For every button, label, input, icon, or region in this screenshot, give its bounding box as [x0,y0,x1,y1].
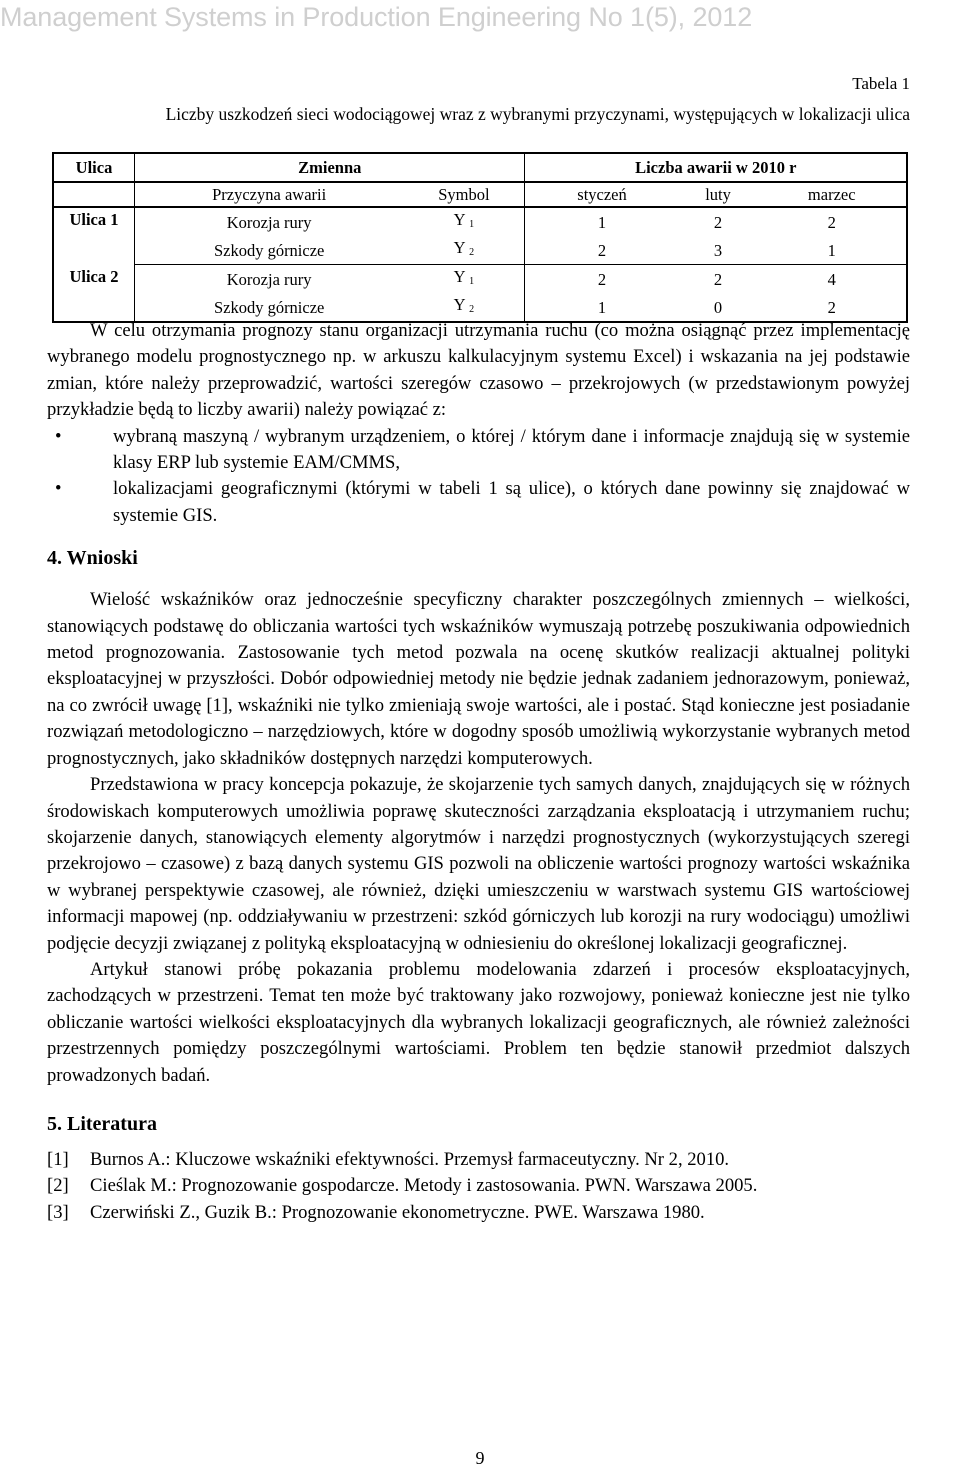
bullet-text: lokalizacjami geograficznymi (którymi w tabeli 1 są ulice), o których dane powinny się znajdować w systemie GIS. [113,478,910,526]
bullet-text: wybraną maszyną / wybranym urządzeniem, o której / którym dane i informacje znajdują się w systemie klasy ERP lub systemie EAM/CMMS, [113,425,910,474]
january-cell: 1 [525,293,679,322]
table-row [53,265,907,294]
header-symbol: Symbol [403,182,525,207]
street-cell: Ulica 1 [69,210,119,229]
article-body [47,318,910,1226]
bullet-item [47,424,910,477]
header-failures: Liczba awarii w 2010 r [525,153,907,182]
january-cell: 1 [525,207,679,236]
bullet-icon: • [55,478,62,500]
symbol-subscript: 2 [469,247,475,258]
table-row [53,236,907,265]
cause-cell: Korozja rury [135,265,404,294]
reference-list [47,1147,910,1226]
bullet-item [47,476,910,529]
conclusions-paragraph: Wielość wskaźników oraz jednocześnie specyficzny charakter poszczególnych zmiennych – wielkości, stanowiących podstawę do obliczania wartości tych wskaźników wymuszają potrzebę poszukiwania odpowiednich metod prognozowania. Zastosowanie tych metod pozwala na ocenę skutków realizacji aktualnej polityki eksploatacyjnej w przyszłości. Dobór odpowiedniej metody nie będzie jednak zadaniem jednorazowym, ponieważ, na co zwrócił uwagę [1], wskaźniki nie tylko zmieniają swoje wartości, ale i postać. Stąd konieczne jest posiadanie rozwiązań metodologiczno – narzędziowych, które w dogodny sposób umożliwią wykorzystanie wybranych metod prognostycznych, jako składników dostępnych narzędzi komputerowych. [47,589,910,769]
february-cell: 0 [713,297,723,317]
symbol-cell [403,236,525,265]
reference-number: [1] [47,1148,69,1170]
header-cause: Przyczyna awarii [135,182,404,207]
reference-number: [2] [47,1175,69,1197]
header-january: styczeń [525,182,679,207]
march-cell: 2 [827,297,836,317]
march-cell: 1 [757,236,907,265]
reference-number: [3] [47,1201,69,1223]
reference-item [47,1147,910,1173]
bullet-icon: • [55,425,62,447]
symbol-letter: Y [453,210,465,229]
table-row [53,207,907,236]
conclusions-paragraph: Artykuł stanowi próbę pokazania problemu modelowania zdarzeń i procesów eksploatacyjnych, zachodzących w przestrzeni. Temat ten może być traktowany jako rozwojowy, ponieważ konieczne jest nie tylko obliczanie wartości wielkości eksploatacyjnych dla wybranych lokalizacji geograficznych, ale również zależności przestrzennych pomiędzy poszczególnymi wartościami. Problem ten będzie stanowił przedmiot dalszych prowadzonych badań. [47,958,910,1086]
symbol-cell [403,207,525,236]
symbol-subscript: 2 [469,304,475,315]
conclusions-heading: 4. Wnioski [47,547,138,570]
january-cell: 2 [525,265,679,294]
january-cell: 2 [525,236,679,265]
symbol-letter: Y [453,238,465,257]
symbol-letter: Y [453,295,465,314]
failures-table [52,152,908,323]
header-empty [53,182,135,207]
symbol-subscript: 1 [469,276,475,287]
table-subheader-row [53,182,907,207]
header-variable: Zmienna [135,153,525,182]
reference-text: Cieślak M.: Prognozowanie gospodarcze. Metody i zastosowania. PWN. Warszawa 2005. [90,1175,758,1197]
symbol-cell [403,265,525,294]
page-number: 9 [475,1448,485,1468]
header-february: luty [679,182,758,207]
intro-paragraph: W celu otrzymania prognozy stanu organizacji utrzymania ruchu (co można osiągnąć przez implementację wybranego modelu prognostycznego np. w arkuszu kalkulacyjnym systemu Excel) i wskazania na jej podstawie zmian, które należy przeprowadzić, wartości szeregów czasowo – przekrojowych (w przedstawionym powyżej przykładzie będą to liczby awarii) należy powiązać z: [47,320,910,421]
cause-cell: Szkody górnicze [135,236,404,265]
journal-header: Management Systems in Production Engineering No 1(5), 2012 [0,2,753,32]
literature-heading: 5. Literatura [47,1112,157,1135]
reference-text: Burnos A.: Kluczowe wskaźniki efektywności. Przemysł farmaceutyczny. Nr 2, 2010. [90,1148,730,1170]
march-cell: 2 [827,212,836,232]
symbol-subscript: 1 [469,219,475,230]
march-cell: 4 [827,269,836,289]
street-cell: Ulica 2 [69,266,119,286]
table-caption: Liczby uszkodzeń sieci wodociągowej wraz z wybranymi przyczynami, występujących w lokalizacji ulica [165,104,910,124]
february-cell: 2 [713,269,723,289]
conclusions-paragraph: Przedstawiona w pracy koncepcja pokazuje, że skojarzenie tych samych danych, znajdujących się w różnych środowiskach komputerowych umożliwia poprawę skuteczności zarządzania eksploatacją i utrzymaniem ruchu; skojarzenie danych, stanowiących elementy algorytmów i narzędzi prognostycznych (wykorzystujących szeregi przekrojowo – czasowe) z bazą danych systemu GIS pozwoli na obliczenie wartości prognozy wartości wskaźnika w wybranej perspektywie czasowej, ale również, dzięki umieszczeniu w warstwach systemu GIS wartościowej informacji mapowej (np. oddziaływaniu w przestrzeni: szkód górniczych lub korozji na rury wodociągu) umożliwi podjęcie decyzji związanej z polityką eksploatacyjną w odniesieniu do określonej lokalizacji geograficznej. [47,774,910,954]
bullet-list [47,424,910,530]
cause-cell: Korozja rury [135,207,404,236]
february-cell: 3 [679,236,758,265]
cause-cell: Szkody górnicze [135,293,404,322]
symbol-letter: Y [453,267,465,286]
header-street: Ulica [53,153,135,182]
header-march: marzec [757,182,907,207]
reference-text: Czerwiński Z., Guzik B.: Prognozowanie ekonometryczne. PWE. Warszawa 1980. [90,1201,705,1223]
february-cell: 2 [713,212,723,232]
table-number: Tabela 1 [852,74,910,93]
reference-item [47,1173,910,1199]
table-header-row [53,153,907,182]
reference-item [47,1200,910,1226]
